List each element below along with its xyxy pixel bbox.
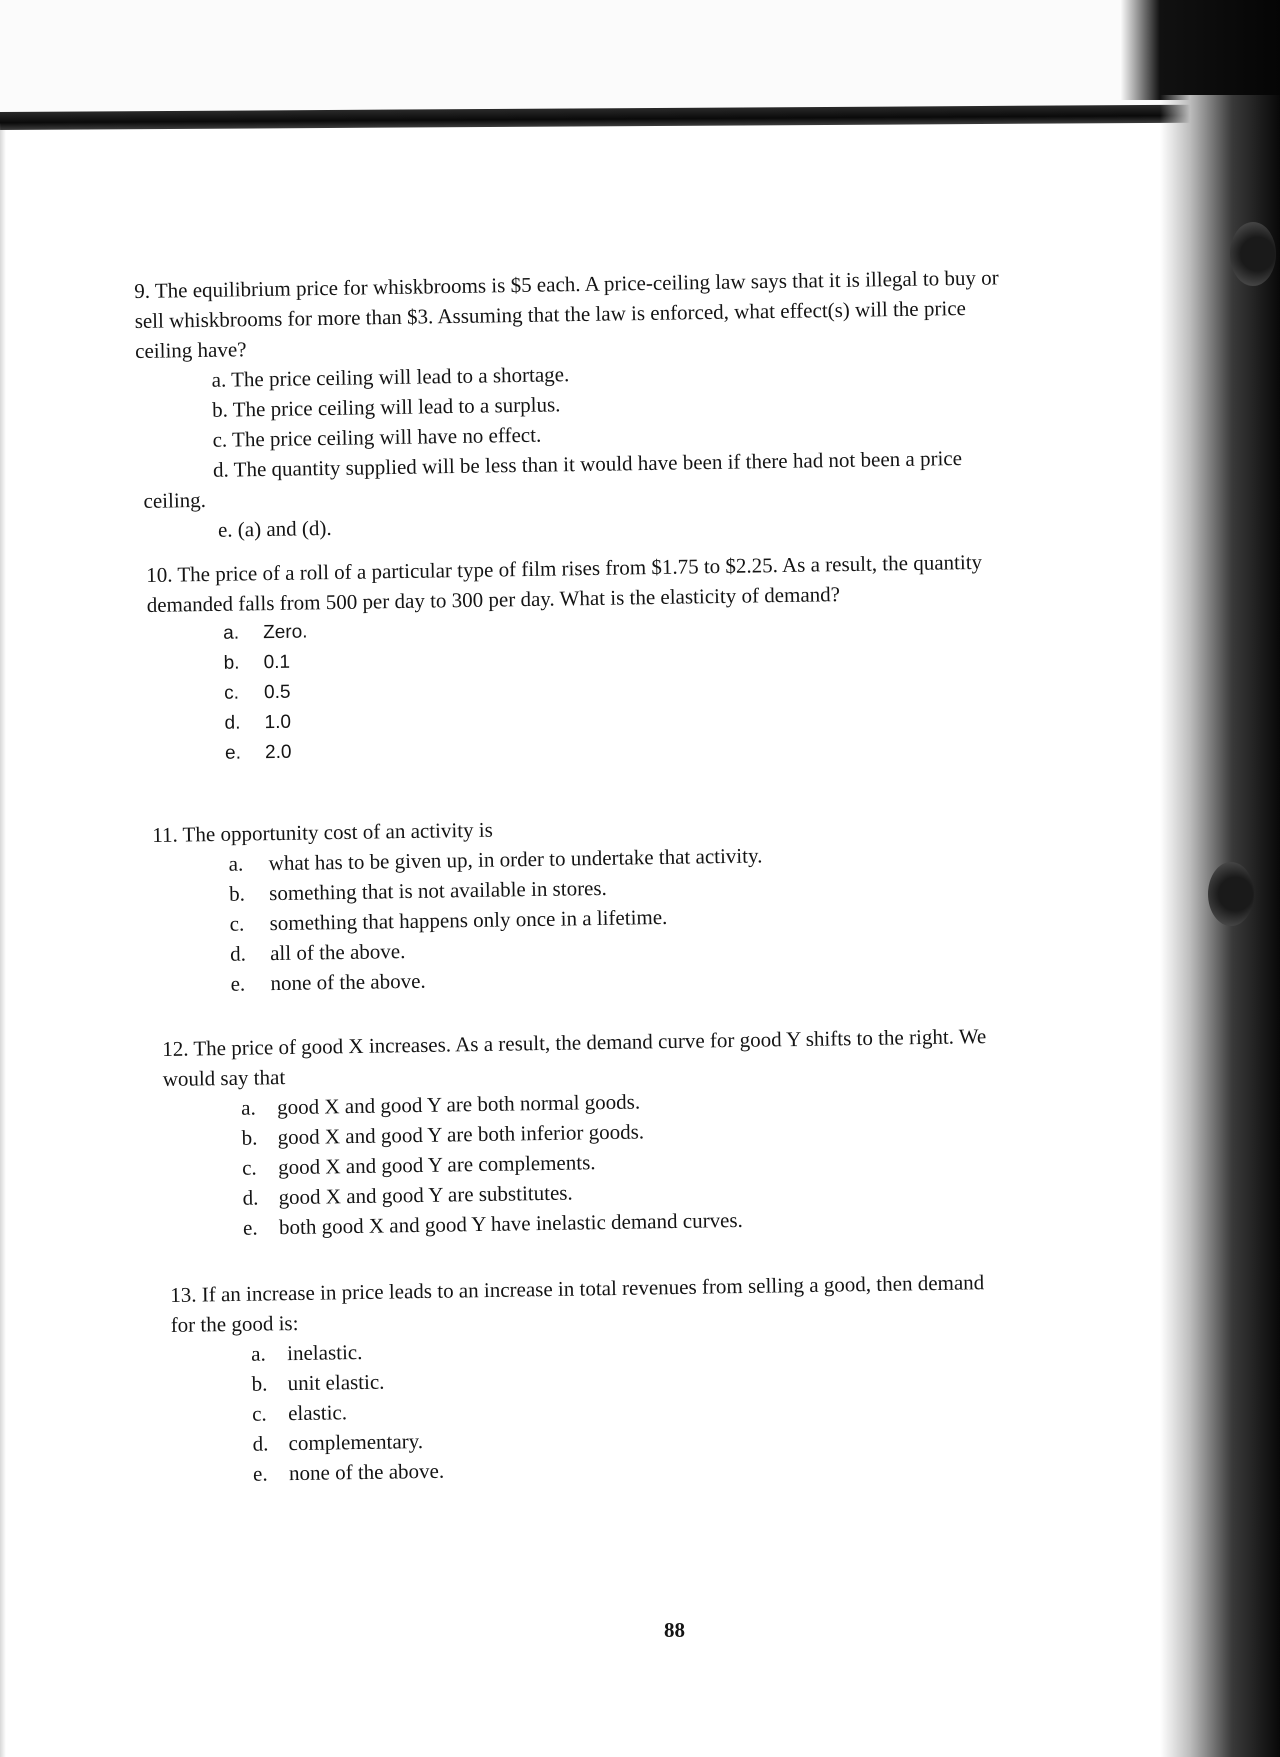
option-letter: b. — [223, 652, 240, 674]
question-12 — [162, 1019, 1125, 1244]
option-text: good X and good Y are both normal goods. — [276, 1089, 641, 1120]
question-line: 11. The opportunity cost of an activity is — [152, 817, 494, 847]
option-text: none of the above. — [288, 1458, 445, 1486]
question-line: would say that — [162, 1065, 286, 1091]
option-letter: a. — [211, 367, 227, 392]
question-line: sell whiskbrooms for more than $3. Assuming that the law is enforced, what effect(s) will the price — [134, 295, 967, 333]
option-text: 0.1 — [263, 651, 291, 674]
option-letter: a. — [250, 1341, 266, 1366]
option-letter: d. — [252, 1431, 269, 1456]
option-continuation: ceiling. — [143, 487, 207, 513]
option-text: none of the above. — [270, 968, 426, 996]
option-letter: a. — [240, 1095, 256, 1120]
option-text: 0.5 — [263, 681, 291, 704]
question-line: 12. The price of good X increases. As a result, the demand curve for good Y shifts to the right. We — [162, 1024, 987, 1061]
option-text: 1.0 — [264, 711, 292, 734]
option-letter: e. — [224, 742, 242, 764]
option-letter: d. — [224, 712, 241, 734]
question-line: 10. The price of a roll of a particular type of film rises from $1.75 to $2.25. As a result, the quantity — [146, 549, 983, 587]
question-9 — [134, 261, 1118, 546]
answer-options — [152, 835, 1094, 1000]
option-letter: c. — [251, 1401, 267, 1426]
option-text: The price ceiling will lead to a shortage. — [230, 362, 570, 392]
option-letter: a. — [222, 622, 240, 644]
option-text: both good X and good Y have inelastic demand curves. — [278, 1207, 744, 1240]
question-line: 13. If an increase in price leads to an increase in total revenues from selling a good, then demand — [170, 1270, 985, 1307]
option-text: The quantity supplied will be less than it would have been if there had not been a price — [233, 446, 963, 482]
option-text: good X and good Y are complements. — [277, 1150, 596, 1180]
page-number: 88 — [664, 1618, 685, 1642]
question-13 — [170, 1265, 1143, 1490]
option-letter: e. — [242, 1215, 258, 1240]
option-text: (a) and (d). — [237, 515, 332, 542]
option-text: good X and good Y are substitutes. — [278, 1180, 573, 1210]
option-letter: d. — [212, 457, 229, 482]
option-letter: c. — [223, 682, 240, 704]
option-letter: b. — [228, 881, 246, 906]
option-text: 2.0 — [264, 741, 292, 764]
question-line: for the good is: — [170, 1310, 299, 1337]
option-text: elastic. — [287, 1400, 348, 1426]
option-text: The price ceiling will have no effect. — [231, 422, 542, 452]
question-stem — [134, 261, 1115, 366]
question-11 — [152, 805, 1095, 1000]
question-10 — [146, 545, 1109, 770]
option-text: good X and good Y are both inferior goods. — [277, 1119, 645, 1150]
answer-options — [135, 351, 1117, 486]
option-text: inelastic. — [286, 1339, 363, 1366]
option-letter: e. — [252, 1461, 268, 1486]
option-text: all of the above. — [269, 939, 406, 966]
option-text: complementary. — [288, 1429, 424, 1456]
option-text: unit elastic. — [287, 1369, 385, 1396]
question-line: 9. The equilibrium price for whiskbrooms is $5 each. A price-ceiling law says that it is illegal to buy or — [134, 265, 999, 303]
option-letter: c. — [241, 1155, 257, 1180]
punch-hole — [1208, 862, 1254, 926]
answer-options — [171, 1325, 1143, 1490]
option-text: something that happens only once in a lifetime. — [269, 904, 668, 936]
option-letter: e. — [217, 517, 233, 542]
option-letter: e. — [230, 971, 246, 996]
option-letter: c. — [229, 911, 245, 936]
option-text: The price ceiling will lead to a surplus. — [232, 392, 561, 422]
option-letter: b. — [211, 397, 229, 422]
answer-options — [163, 1079, 1125, 1244]
option-text: what has to be given up, in order to undertake that activity. — [268, 843, 763, 876]
answer-options — [147, 605, 1109, 770]
question-line: ceiling have? — [134, 337, 247, 363]
option-letter: c. — [212, 427, 228, 452]
punch-hole — [1230, 222, 1276, 286]
option-letter: b. — [241, 1125, 258, 1150]
option-letter: a. — [228, 851, 244, 876]
question-line: demanded falls from 500 per day to 300 per day. What is the elasticity of demand? — [146, 582, 841, 617]
option-letter: d. — [242, 1185, 259, 1210]
option-text: Zero. — [262, 621, 308, 644]
option-letter: d. — [229, 941, 247, 966]
option-text: something that is not available in stores. — [268, 875, 608, 906]
option-letter: b. — [251, 1371, 268, 1396]
